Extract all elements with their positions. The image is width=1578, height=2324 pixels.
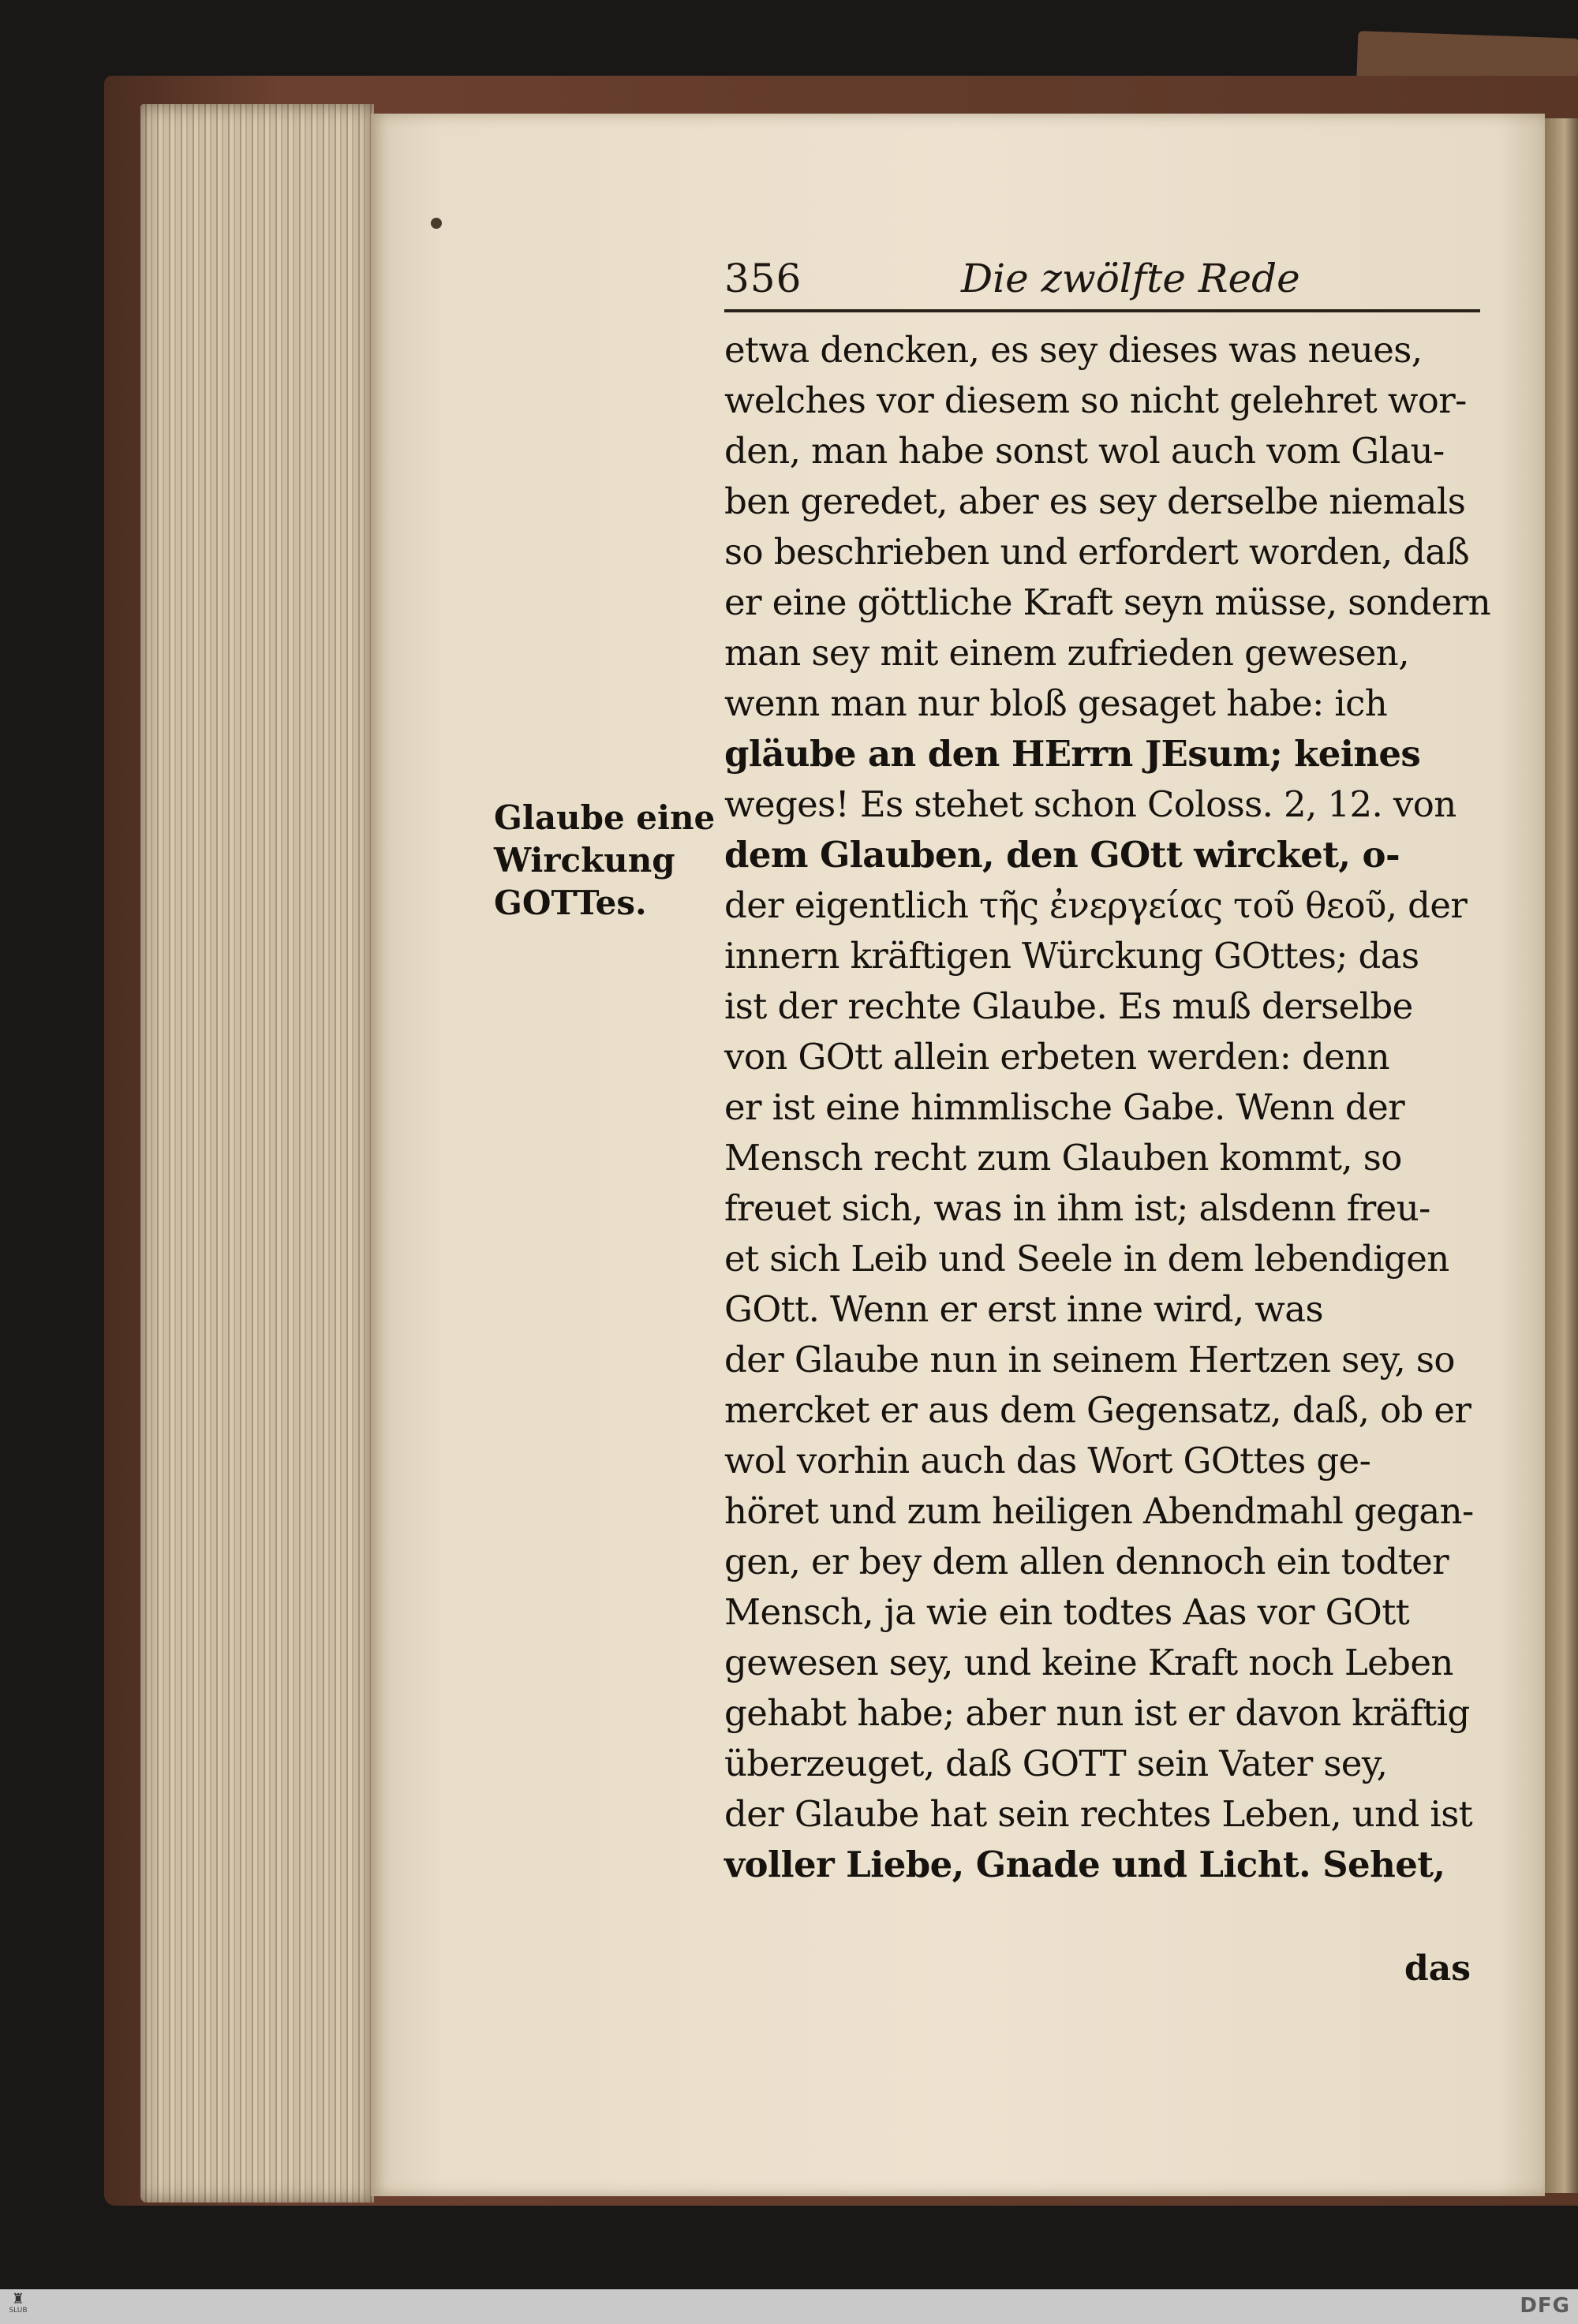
text-line: etwa dencken, es sey dieses was neues, bbox=[724, 329, 1423, 371]
text-line: höret und zum heiligen Abendmahl gegan- bbox=[724, 1490, 1474, 1532]
text-line: innern kräftigen Würckung GOttes; das bbox=[724, 935, 1419, 977]
library-logo-text: SLUB bbox=[9, 2307, 28, 2315]
margin-note-line: GOTTes. bbox=[494, 884, 647, 922]
body-text bbox=[724, 325, 1498, 1890]
text-line: mercket er aus dem Gegensatz, daß, ob er bbox=[724, 1389, 1471, 1431]
text-line: weges! Es stehet schon Coloss. 2, 12. von bbox=[724, 783, 1456, 825]
margin-note-line: Glaube eine bbox=[494, 798, 716, 837]
text-line: welches vor diesem so nicht gelehret wor- bbox=[724, 379, 1467, 421]
text-line: gehabt habe; aber nun ist er davon kräftig bbox=[724, 1692, 1470, 1734]
text-line: Mensch, ja wie ein todtes Aas vor GOtt bbox=[724, 1591, 1410, 1633]
ink-spot bbox=[431, 218, 442, 229]
library-logo[interactable] bbox=[6, 2292, 30, 2321]
text-line: er ist eine himmlische Gabe. Wenn der bbox=[724, 1086, 1405, 1128]
text-line: wenn man nur bloß gesaget habe: ich bbox=[724, 682, 1388, 724]
text-line: GOtt. Wenn er erst inne wird, was bbox=[724, 1288, 1323, 1330]
viewer-footer-bar bbox=[0, 2289, 1578, 2324]
text-line: et sich Leib und Seele in dem lebendigen bbox=[724, 1238, 1449, 1280]
margin-note bbox=[494, 797, 716, 925]
text-line: ben geredet, aber es sey derselbe niemals bbox=[724, 480, 1466, 522]
right-page-edge bbox=[1545, 118, 1578, 2193]
text-line: so beschrieben und erfordert worden, daß bbox=[724, 531, 1470, 573]
page-edges bbox=[140, 104, 374, 2203]
text-line: gen, er bey dem allen dennoch ein todter bbox=[724, 1541, 1449, 1582]
text-line: den, man habe sonst wol auch vom Glau- bbox=[724, 430, 1445, 472]
text-line: überzeuget, daß GOTT sein Vater sey, bbox=[724, 1743, 1388, 1784]
text-line: voller Liebe, Gnade und Licht. Sehet, bbox=[724, 1844, 1445, 1885]
text-line: der eigentlich τῆς ἐνεργείας τοῦ θεοῦ, der bbox=[724, 884, 1468, 926]
text-line: der Glaube nun in seinem Hertzen sey, so bbox=[724, 1339, 1455, 1381]
text-line: gläube an den HErrn JEsum; keines bbox=[724, 733, 1421, 775]
text-line: freuet sich, was in ihm ist; alsdenn freu- bbox=[724, 1187, 1430, 1229]
text-line: der Glaube hat sein rechtes Leben, und ist bbox=[724, 1793, 1473, 1835]
catchword: das bbox=[1404, 1948, 1471, 1989]
margin-note-line: Wirckung bbox=[494, 841, 675, 880]
dfg-credit[interactable]: DFG bbox=[1520, 2294, 1570, 2318]
text-line: ist der rechte Glaube. Es muß derselbe bbox=[724, 985, 1413, 1027]
text-line: wol vorhin auch das Wort GOttes ge- bbox=[724, 1440, 1371, 1481]
text-line: man sey mit einem zufrieden gewesen, bbox=[724, 632, 1409, 674]
page-number: 356 bbox=[724, 256, 802, 301]
text-line: dem Glauben, den GOtt wircket, o- bbox=[724, 834, 1400, 876]
library-building-icon: ♜ bbox=[11, 2291, 25, 2307]
text-line: gewesen sey, und keine Kraft noch Leben bbox=[724, 1642, 1453, 1683]
text-line: Mensch recht zum Glauben kommt, so bbox=[724, 1137, 1402, 1179]
running-head: Die zwölfte Rede bbox=[961, 256, 1300, 301]
text-line: von GOtt allein erbeten werden: denn bbox=[724, 1036, 1389, 1078]
page-header bbox=[724, 256, 1486, 316]
text-line: er eine göttliche Kraft seyn müsse, sondern bbox=[724, 581, 1491, 623]
header-rule bbox=[724, 309, 1480, 312]
